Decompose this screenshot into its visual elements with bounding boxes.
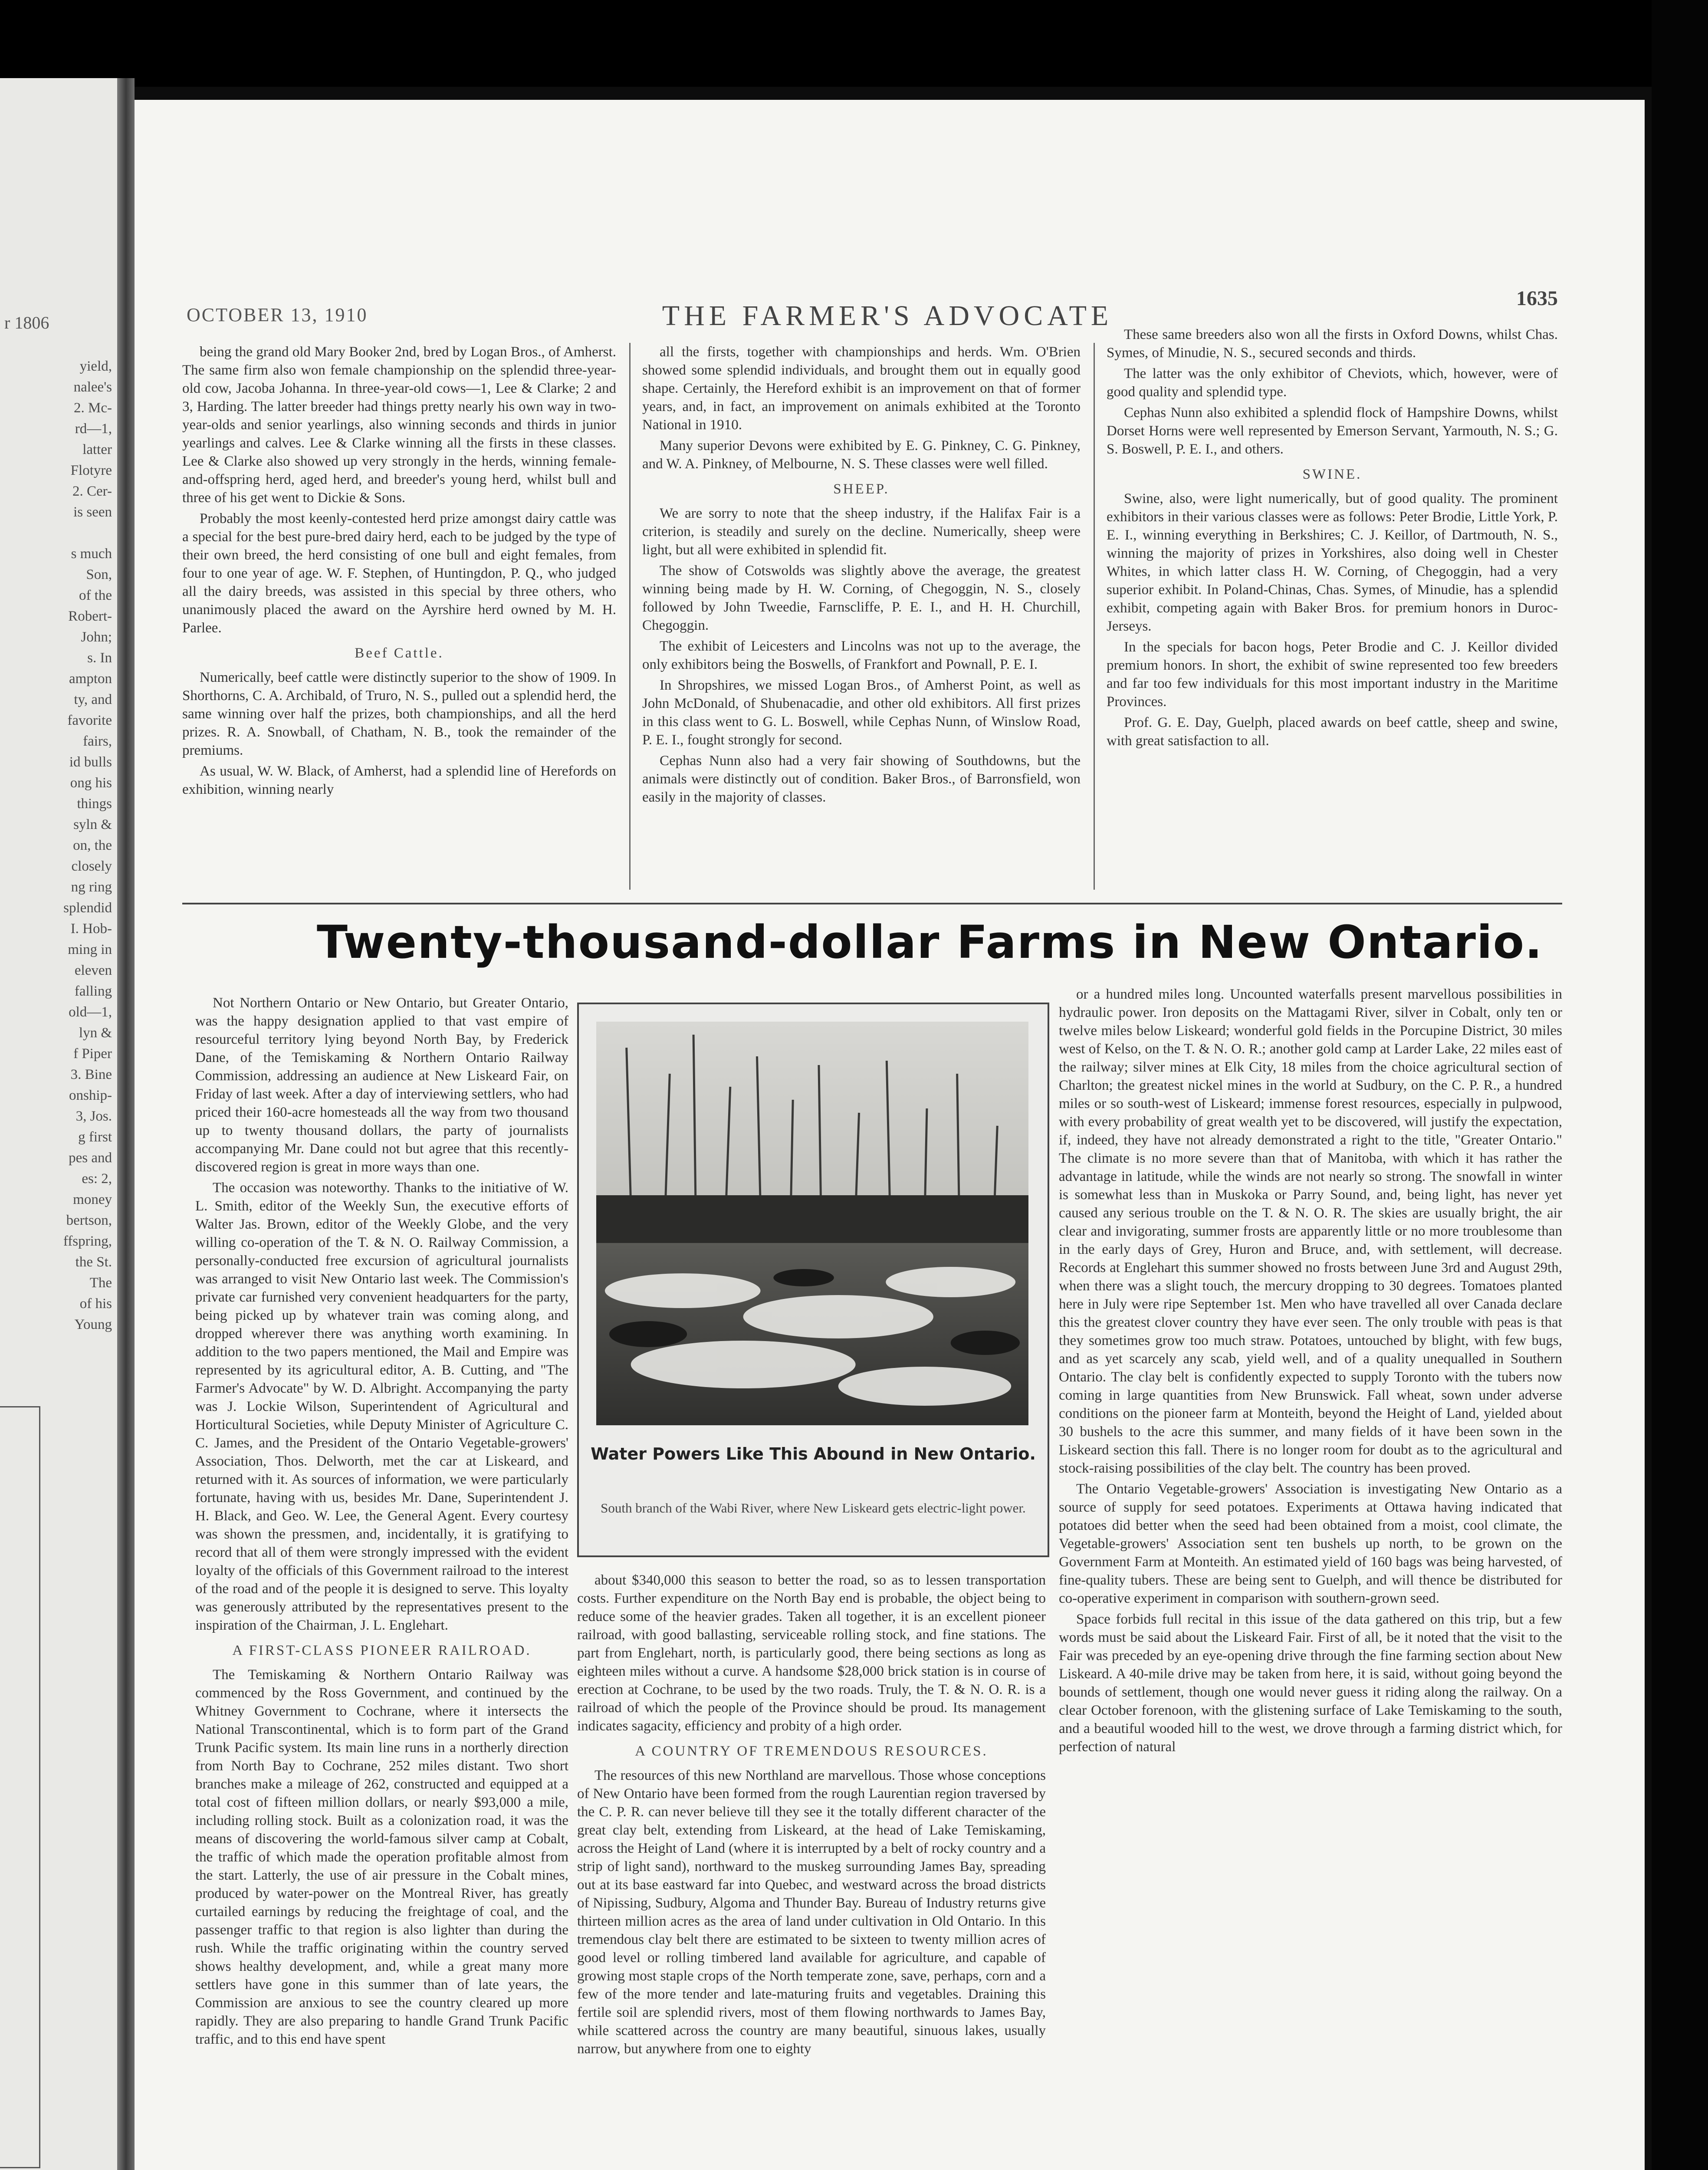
- left-page-line: splendid: [63, 900, 112, 916]
- left-page-line: [3, 523, 112, 543]
- paragraph: Not Northern Ontario or New Ontario, but Greater Ontario, was the happy designation applied to that vast empire of resourceful territory lying beyond North Bay, by Frederick Dane, of the Temiskaming & Northern Ontario Railway Commission, addressing an audience at New Liskeard Fair, on Friday of last week. After a day of interviewing settlers, who had priced their 160-acre homesteads all the way from two thousand up to twenty thousand dollars, the party of journalists accompanying Mr. Dane could not but agree that this recently-discovered region is great in more ways than one.: [195, 995, 568, 1175]
- left-page-line: Flotyre: [70, 463, 112, 478]
- section-divider: [182, 903, 1562, 904]
- left-page-line: The: [89, 1275, 112, 1291]
- bottom-column-1: [195, 994, 568, 2170]
- left-page-line: onship-: [69, 1088, 112, 1103]
- section-heading-beef-cattle: Beef Cattle.: [355, 645, 444, 661]
- newspaper-page: [135, 100, 1645, 2170]
- article-headline: Twenty-thousand-dollar Farms in New Ontario.: [317, 916, 1543, 969]
- left-page-line: 2. Cer-: [72, 483, 112, 499]
- col1-top-paragraphs: [182, 343, 616, 637]
- left-page-line: 3. Bine: [70, 1067, 112, 1082]
- scanner-background-right: [1652, 0, 1708, 2170]
- paragraph: Swine, also, were light numerically, but of good quality. The prominent exhibitors in their various classes were as follows: Peter Brodie, Little York, P. E. I., winning everything in Berkshires; C. J. Keillor, of Dartmouth, N. S., winning the majority of prizes in Yorkshires, also doing well in Chester Whites, in which latter class H. W. Corning, of Chegoggin, had a very superior exhibit. In Poland-Chinas, Chas. Symes, of Minudie, has a splendid exhibit, competing again with Baker Bros. for premium honors in Duroc-Jerseys.: [1107, 491, 1558, 634]
- paragraph: being the grand old Mary Booker 2nd, bred by Logan Bros., of Amherst. The same firm also won female championship on the splendid three-year-old cow, Jacoba Johanna. In three-year-old cows—1, Lee & Clarke; 2 and 3, Harding. The latter breeder had things pretty nearly his own way in two-year-olds and senior yearlings, also winning seconds and thirds in junior yearlings and calves. Lee & Clarke winning all the firsts in these classes. Lee & Clarke also showed up very strongly in the herds, winning female-and-offspring herd, aged herd, and breeder's young herd, whilst bull and three of his get went to Dickie & Sons.: [182, 344, 616, 506]
- photo-caption-title: Water Powers Like This Abound in New Ontario.: [591, 1444, 1036, 1463]
- bottom-column-2: [577, 1571, 1046, 2170]
- left-page-line: 3, Jos.: [76, 1108, 112, 1124]
- paragraph: Numerically, beef cattle were distinctly superior to the show of 1909. In Shorthorns, C. A. Archibald, of Truro, N. S., pulled out a splendid herd, the same winning over half the prizes, both championships, and all the herd prizes. R. A. Snowball, of Chatham, N. B., took the remainder of the premiums.: [182, 670, 616, 758]
- page-number: 1635: [1516, 287, 1558, 310]
- col1-bottom-paragraphs: [195, 994, 568, 1634]
- col3-top-paragraphs: [1107, 326, 1558, 458]
- left-page-line: s much: [71, 546, 112, 562]
- left-page-line: id bulls: [69, 754, 112, 770]
- left-page-line: Robert-: [68, 608, 112, 624]
- col2-bottom-paragraphs: [577, 1571, 1046, 1735]
- section-heading-sheep: SHEEP.: [833, 481, 890, 497]
- col2-bottom-after-paragraphs: [577, 1766, 1046, 2058]
- paragraph: Cephas Nunn also had a very fair showing of Southdowns, but the animals were distinctly out of condition. Baker Bros., of Barronsfield, won easily in the majority of classes.: [642, 753, 1081, 805]
- left-page-line: s. In: [87, 650, 112, 666]
- photo-caption-description: South branch of the Wabi River, where New Liskeard gets electric-light power.: [601, 1500, 1026, 1516]
- paragraph: These same breeders also won all the firsts in Oxford Downs, whilst Chas. Symes, of Minudie, N. S., secured seconds and thirds.: [1107, 327, 1558, 361]
- left-page-line: is seen: [73, 504, 112, 520]
- left-page-line: rd—1,: [75, 421, 112, 437]
- paragraph: Prof. G. E. Day, Guelph, placed awards on beef cattle, sheep and swine, with great satisfaction to all.: [1107, 715, 1558, 749]
- left-page-line: yield,: [79, 358, 112, 374]
- left-page-line: bertson,: [66, 1213, 112, 1228]
- left-page-line: of the: [79, 588, 112, 603]
- left-page-line: ampton: [69, 671, 112, 687]
- left-page-line: nalee's: [73, 379, 112, 395]
- col2-top-paragraphs: [642, 343, 1081, 473]
- left-page-line: ong his: [70, 775, 112, 791]
- paragraph: As usual, W. W. Black, of Amherst, had a splendid line of Herefords on exhibition, winning nearly: [182, 763, 616, 797]
- left-facing-page: [0, 78, 117, 2170]
- left-page-text-fragments: [3, 356, 112, 1335]
- left-page-line: Young: [74, 1317, 112, 1332]
- paragraph: about $340,000 this season to better the road, so as to lessen transportation costs. Further expenditure on the North Bay end is probable, the object being to reduce some of the heavier grades. Taken all together, it is an excellent pioneer railroad, with good ballasting, serviceable rolling stock, and fine stations. The part from Englehart, north, is particularly good, there being sections as long as eighteen miles without a curve. A handsome $28,000 brick station is in course of erection at Cochrane, to be used by the two roads. Truly, the T. & N. O. R. is a railroad of which the people of the Province should be proud. Its management indicates sagacity, efficiency and probity of a high order.: [577, 1572, 1046, 1734]
- top-column-1: [182, 343, 616, 890]
- left-page-line: g first: [78, 1129, 112, 1145]
- waterfall-photograph: [596, 1022, 1028, 1425]
- paragraph: The latter was the only exhibitor of Cheviots, which, however, were of good quality and splendid type.: [1107, 366, 1558, 400]
- section-heading-swine: SWINE.: [1302, 467, 1362, 482]
- paragraph: The resources of this new Northland are marvellous. Those whose conceptions of New Ontario have been formed from the rough Laurentian region traversed by the C. P. R. can never believe till they see it the totally different character of the great clay belt, extending from Liskeard, at the head of Lake Temiskaming, across the Height of Land (where it is interrupted by a belt of rocky country and a strip of light sand), northward to the muskeg surrounding James Bay, spreading out at its base eastward far into Quebec, and westward across the broad districts of Nipissing, Sudbury, Algoma and Thunder Bay. Bureau of Industry returns give thirteen million acres as the area of land under cultivation in Old Ontario. In this tremendous clay belt there are estimated to be sixteen to twenty million acres of good level or rolling timbered land available for agriculture, and capable of growing most staple crops of the North temperate zone, save, perhaps, corn and a few of the more tender and late-maturing fruits and vegetables. Draining this fertile soil are splendid rivers, most of them flowing northwards to James Bay, while scattered across the country are many beautiful, sinuous lakes, usually narrow, but anywhere from one to eighty: [577, 1768, 1046, 2057]
- paragraph: The Temiskaming & Northern Ontario Railway was commenced by the Ross Government, and continued by the Whitney Government to Cochrane, where it intersects the National Transcontinental, which is to form part of the Grand Trunk Pacific system. Its main line runs in a northerly direction from North Bay to Cochrane, 252 miles distant. Two short branches make a mileage of 262, constructed and equipped at a total cost of fifteen million dollars, or nearly $93,000 a mile, including rolling stock. Built as a colonization road, it was the means of discovering the world-famous silver camp at Cobalt, the traffic of which made the operation profitable almost from the start. Latterly, the use of air pressure in the Cobalt mines, produced by water-power on the Montreal River, has greatly curtailed earnings by reducing the freightage of coal, and the passenger traffic to that region is also lighter than during the rush. While the traffic originating within the country served shows healthy development, and, while a great many more settlers have gone in this summer than of late years, the Commission are anxious to see the country cleared up more rapidly. They are also preparing to handle Grand Trunk Pacific traffic, and to this end have spent: [195, 1667, 568, 2047]
- left-page-line: eleven: [74, 963, 112, 978]
- left-page-line: falling: [74, 983, 112, 999]
- col3-top-after-paragraphs: [1107, 490, 1558, 750]
- paragraph: In the specials for bacon hogs, Peter Brodie and C. J. Keillor divided premium honors. In short, the exhibit of swine represented too few breeders and far too few individuals for this most important industry in the Maritime Provinces.: [1107, 639, 1558, 710]
- column-rule: [1094, 343, 1095, 890]
- section-heading-resources: A COUNTRY OF TREMENDOUS RESOURCES.: [635, 1743, 988, 1759]
- column-rule: [629, 343, 631, 890]
- paragraph: The exhibit of Leicesters and Lincolns was not up to the average, the only exhibitors being the Boswells, of Frankfort and Pownall, P. E. I.: [642, 638, 1081, 672]
- left-page-line: on, the: [73, 838, 112, 853]
- left-page-line: lyn &: [79, 1025, 112, 1041]
- col1-top-after-paragraphs: [182, 668, 616, 799]
- left-page-line: of his: [79, 1296, 112, 1312]
- left-page-line: ty, and: [74, 692, 112, 707]
- left-page-line: Son,: [86, 567, 112, 582]
- book-gutter: [117, 78, 135, 2170]
- left-page-line: favorite: [67, 713, 112, 728]
- left-page-line: money: [73, 1192, 112, 1207]
- left-page-header: r 1806: [4, 313, 49, 332]
- paragraph: The Ontario Vegetable-growers' Association is investigating New Ontario as a source of supply for seed potatoes. Experiments at Ottawa having indicated that potatoes did better when the seed had been obtained from a moist, cool climate, the Vegetable-growers' Association sent ten bushels up north, to be grown on the Government Farm at Monteith. An estimated yield of 160 bags was being harvested, of fine-quality tubers. These are being sent to Guelph, and will thence be distributed for co-operative experiment in comparison with southern-grown seed.: [1059, 1481, 1562, 1606]
- top-column-3: [1107, 326, 1558, 890]
- left-page-line: John;: [81, 629, 112, 645]
- masthead-title: THE FARMER'S ADVOCATE: [662, 300, 1113, 332]
- left-page-line: closely: [71, 858, 112, 874]
- left-page-line: old—1,: [69, 1004, 112, 1020]
- paragraph: Many superior Devons were exhibited by E. G. Pinkney, C. G. Pinkney, and W. A. Pinkney, of Melbourne, N. S. These classes were well filled.: [642, 438, 1081, 472]
- paragraph: Probably the most keenly-contested herd prize amongst dairy cattle was a special for the best pure-bred dairy herd, each to be judged by the type of their own breed, the herd consisting of one bull and eight females, from four to one year of age. W. F. Stephen, of Huntingdon, P. Q., who judged all the dairy breeds, was assisted in this special by three others, who unanimously placed the award on the Ayrshire herd owned by M. H. Parlee.: [182, 511, 616, 636]
- left-page-line: fairs,: [83, 733, 112, 749]
- left-page-line: pes and: [69, 1150, 112, 1166]
- scanner-background-top: [0, 0, 1708, 87]
- left-page-line: I. Hob-: [70, 921, 112, 937]
- left-page-line: ng ring: [71, 879, 112, 895]
- photo-box: [577, 1003, 1049, 1557]
- col1-bottom-after-paragraphs: [195, 1666, 568, 2048]
- paragraph: or a hundred miles long. Uncounted waterfalls present marvellous possibilities in hydraulic power. Iron deposits on the Mattagami River, silver in Cobalt, only ten or twelve miles below Liskeard; wonderful gold fields in the Porcupine District, 30 miles west of Kelso, on the T. & N. O. R.; another gold camp at Larder Lake, 22 miles east of the railway; silver mines at Elk City, 18 miles from the choice agricultural section of Charlton; the greatest nickel mines in the world at Sudbury, on the C. P. R., a hundred miles or so south-west of Liskeard; immense forest resources, especially in pulpwood, with every probability of great wealth yet to be discovered, will justify the expectation, if, indeed, they have not already demonstrated a right to the title, "Greater Ontario." The climate is no more severe than that of Manitoba, with which it has rather the advantage in latitude, while the winds are not nearly so strong. The snowfall in winter is somewhat less than in Muskoka or Parry Sound, and, being light, has never yet caused any serious trouble on the T. & N. O. R. The skies are usually bright, the air clear and invigorating, summer frosts are apparently little or no more troublesome than in the early days of Grey, Huron and Bruce, and, with settlement, will decrease. Records at Englehart this summer showed no frosts between June 3rd and August 29th, when there was a slight touch, the mercury dropping to 30 degrees. Tomatoes planted here in July were ripe September 1st. Men who have travelled all over Canada declare this the greatest clover country they have ever seen. The only trouble with peas is that they sometimes grow too much straw. Potatoes, untouched by blight, with few bugs, and as yet scarcely any scab, yield well, and of a quality unequalled in Southern Ontario. The clay belt is confidently expected to supply Toronto with the tubers now coming in large quantities from New Brunswick. Fall wheat, sown under adverse conditions on the pioneer farm at Monteith, beyond the Height of Land, yielded about 30 bushels to the acre this summer, and many fields of it have been sown in the Liskeard section this fall. There is no longer room for doubt as to the agricultural and stock-raising possibilities of the clay belt. The country has been proved.: [1059, 986, 1562, 1476]
- left-page-line: things: [77, 796, 112, 812]
- paragraph: We are sorry to note that the sheep industry, if the Halifax Fair is a criterion, is steadily and surely on the decline. Numerically, sheep were light, but all were exhibited in splendid fit.: [642, 506, 1081, 558]
- paragraph: Cephas Nunn also exhibited a splendid flock of Hampshire Downs, whilst Dorset Horns were well represented by Emerson Servant, Yarmouth, N. S.; G. S. Boswell, P. E. I., and others.: [1107, 405, 1558, 457]
- paragraph: The occasion was noteworthy. Thanks to the initiative of W. L. Smith, editor of the Weekly Sun, the executive efforts of Walter Jas. Brown, editor of the Weekly Globe, and the very willing co-operation of the T. & N. O. Railway Commission, a personally-conducted free excursion of agricultural journalists was arranged to visit New Ontario last week. The Commission's private car furnished very convenient headquarters for the party, being picked up by whatever train was coming along, and dropped wherever there was anything worth examining. In addition to the two papers mentioned, the Mail and Empire was represented by its agricultural editor, A. B. Cutting, and "The Farmer's Advocate" by W. D. Albright. Accompanying the party was J. Lockie Wilson, Superintendent of Agricultural and Horticultural Societies, while Deputy Minister of Agriculture C. C. James, and the President of the Ontario Vegetable-growers' Association, Thos. Delworth, met the car at Liskeard, and returned with it. As sources of information, we were particularly fortunate, having with us, besides Mr. Dane, Superintendent J. H. Black, and Geo. W. Lee, the General Agent. Every courtesy was shown the pressmen, and, incidentally, it is gratifying to record that all of them were strongly impressed with the evident loyalty of the officials of this Government railroad to the interest of the road and of the people it is designed to serve. This loyalty was generously attributed by the representatives present to the inspiration of the Chairman, J. L. Englehart.: [195, 1180, 568, 1633]
- paragraph: Space forbids full recital in this issue of the data gathered on this trip, but a few words must be said about the Liskeard Fair. First of all, be it noted that the visit to the Fair was preceded by an eye-opening drive through the fine farming section about New Liskeard. A 40-mile drive may be taken from here, it is said, without going beyond the bounds of settlement, though one would never guess it riding along the railway. On a clear October forenoon, with the glistening surface of Lake Temiskaming to the south, and a beautiful wooded hill to the west, we drove through a farming district which, for perfection of natural: [1059, 1611, 1562, 1755]
- left-page-boxed-column: [0, 1406, 40, 2168]
- left-page-line: latter: [82, 442, 112, 457]
- left-page-line: ming in: [68, 942, 112, 957]
- river-scene-image: [596, 1022, 1028, 1425]
- paragraph: all the firsts, together with championships and herds. Wm. O'Brien showed some splendid individuals, and brought them out in equally good shape. Certainly, the Hereford exhibit is an improvement on that of former years, and, in fact, an improvement on animals exhibited at the Toronto National in 1910.: [642, 344, 1081, 433]
- col3-bottom-paragraphs: [1059, 985, 1562, 1756]
- left-page-line: ffspring,: [63, 1233, 112, 1249]
- top-column-2: [642, 343, 1081, 890]
- section-heading-railroad: A FIRST-CLASS PIONEER RAILROAD.: [232, 1643, 532, 1658]
- left-page-line: syln &: [73, 817, 112, 832]
- left-page-line: the St.: [75, 1254, 112, 1270]
- issue-date: OCTOBER 13, 1910: [187, 304, 368, 326]
- left-page-line: f Piper: [73, 1046, 112, 1062]
- paragraph: The show of Cotswolds was slightly above the average, the greatest winning being made by H. W. Corning, of Chegoggin, N. S., closely followed by John Tweedie, Farnscliffe, P. E. I., and H. H. Churchill, Chegoggin.: [642, 563, 1081, 633]
- left-page-line: es: 2,: [82, 1171, 112, 1187]
- col2-top-after-paragraphs: [642, 504, 1081, 806]
- left-page-line: 2. Mc-: [74, 400, 112, 416]
- paragraph: In Shropshires, we missed Logan Bros., of Amherst Point, as well as John McDonald, of Shubenacadie, and other old exhibitors. All first prizes in this class went to G. L. Boswell, while Cephas Nunn, of Winslow Road, P. E. I., fought strongly for second.: [642, 677, 1081, 748]
- bottom-column-3: [1059, 985, 1562, 2170]
